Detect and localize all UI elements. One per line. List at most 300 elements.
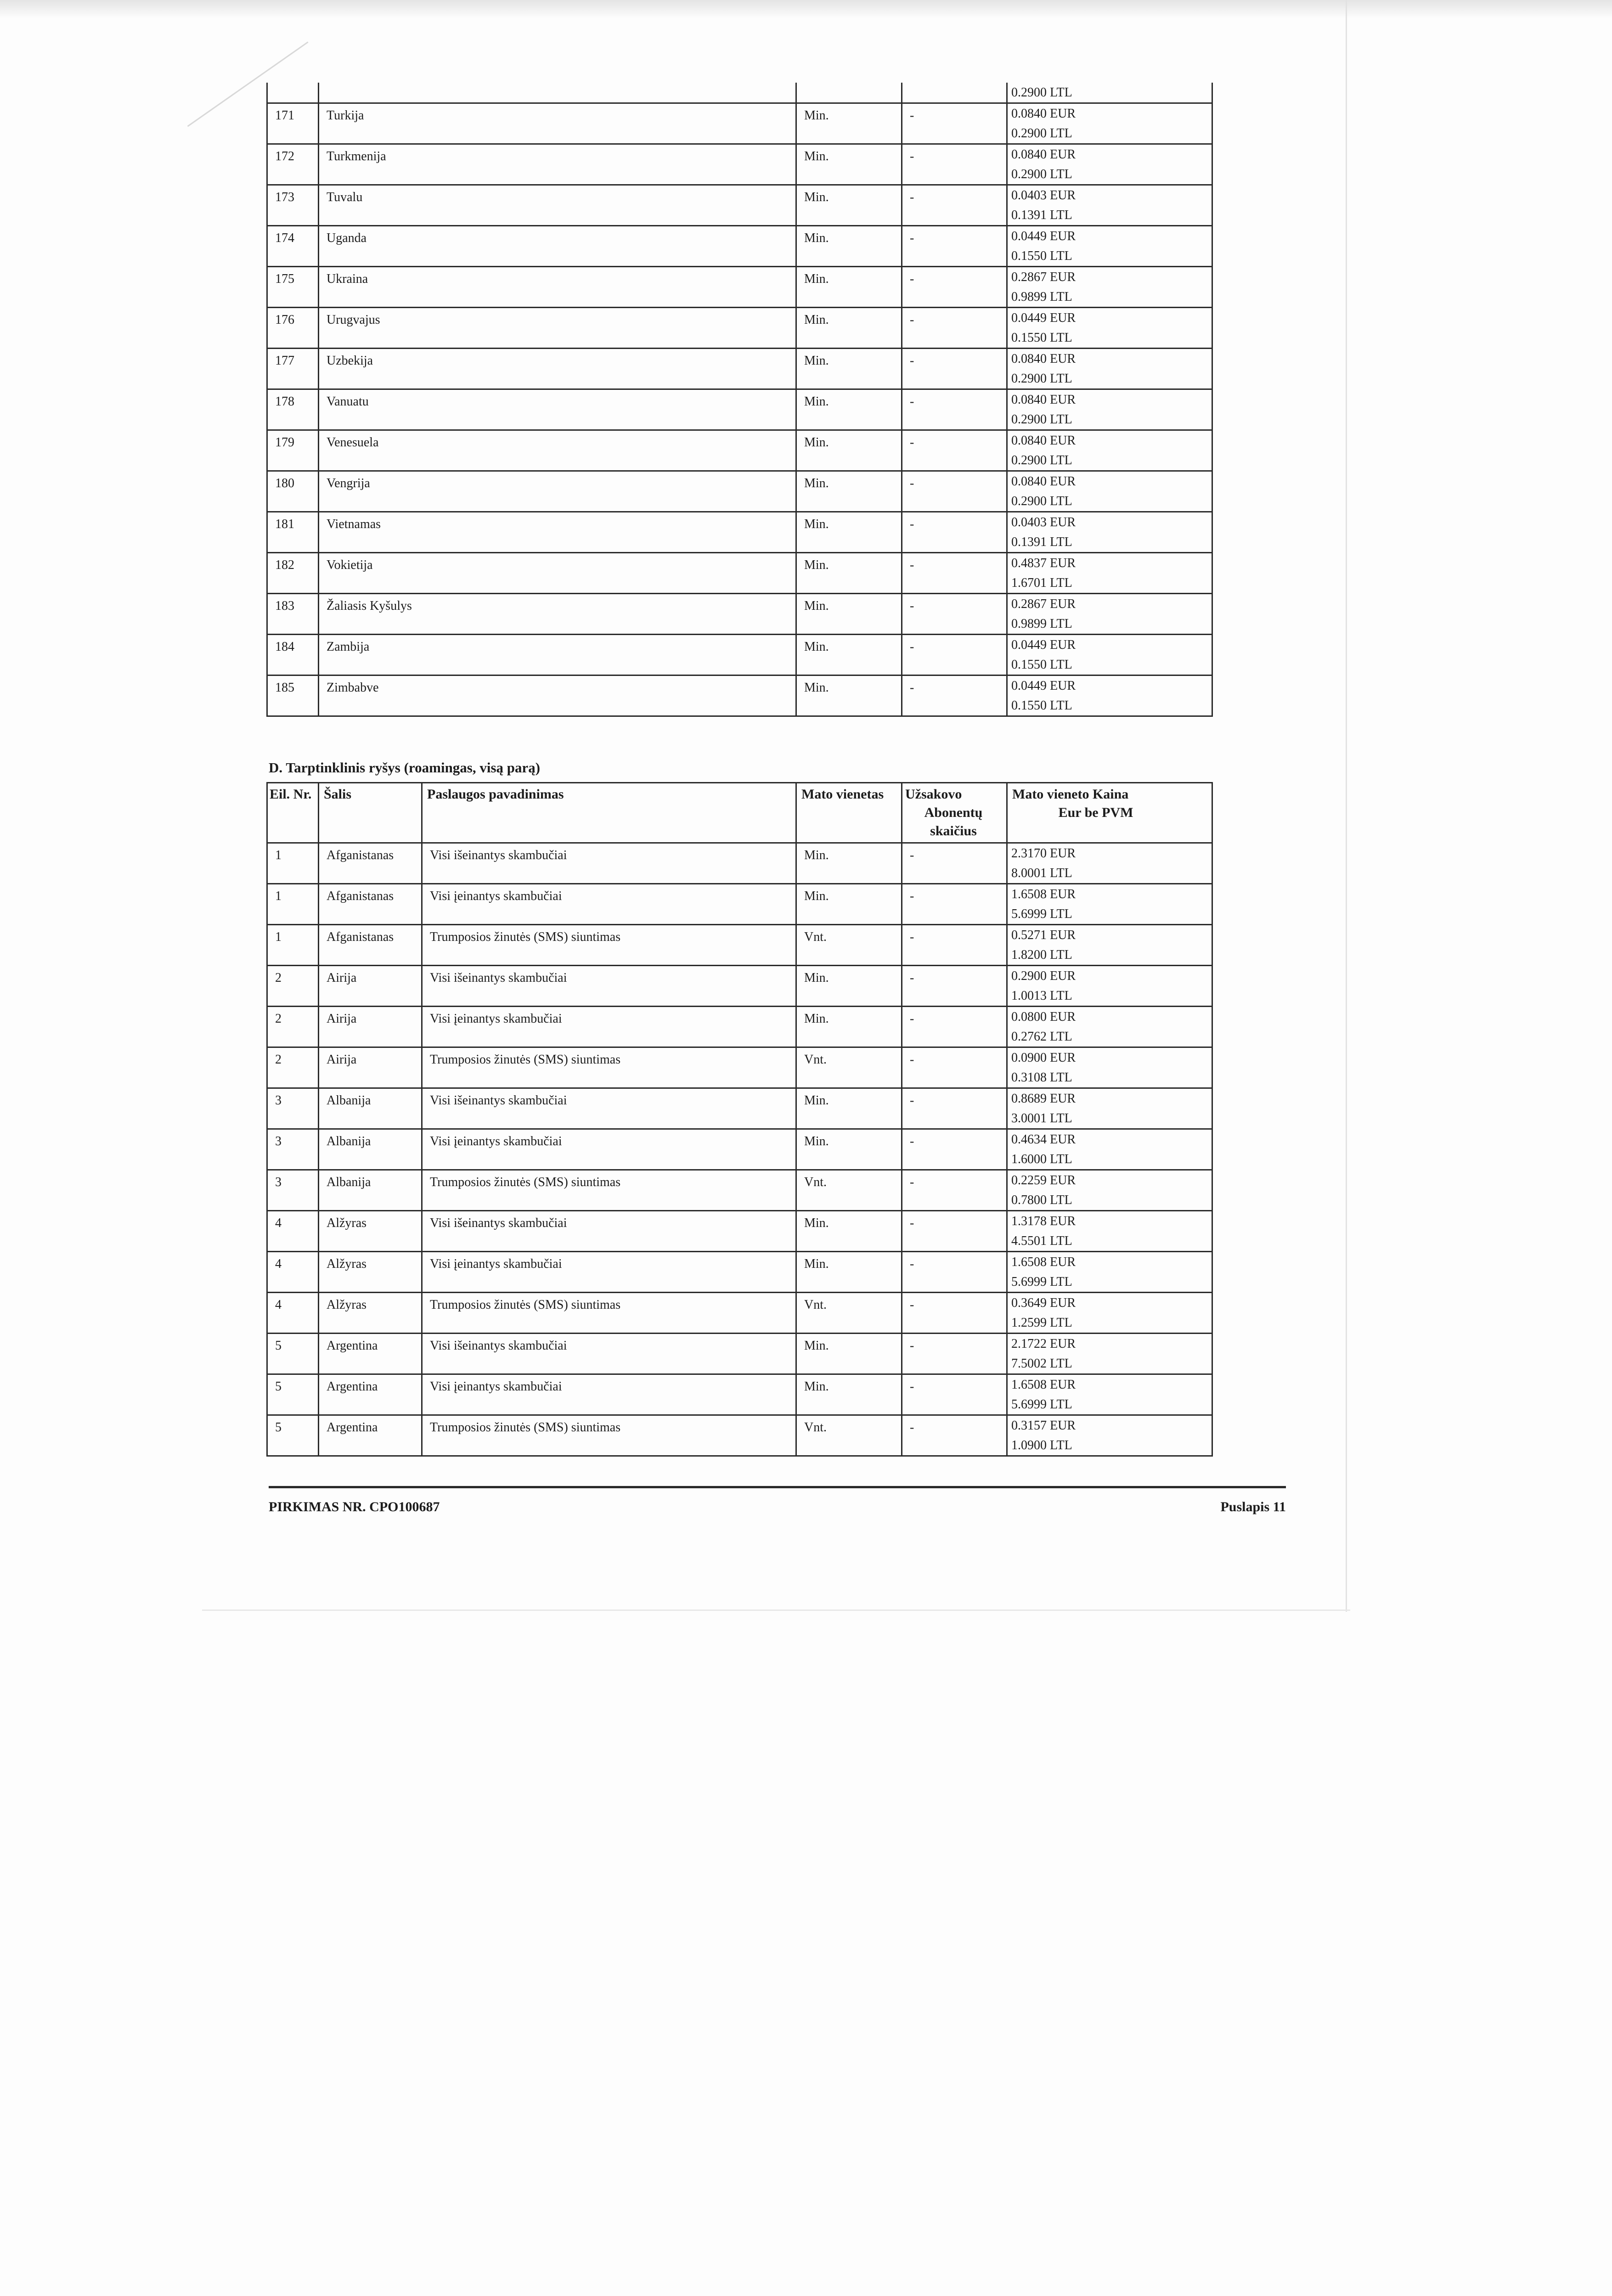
- cell-qty-text: -: [910, 599, 914, 613]
- cell-unit: [796, 843, 902, 884]
- cell-nr: [267, 925, 319, 966]
- roaming-price-table: [266, 782, 1213, 1457]
- cell-nr-text: 4: [275, 1216, 282, 1230]
- cell-unit-text: Min.: [804, 354, 829, 368]
- cell-service-text: Visi išeinantys skambučiai: [430, 971, 567, 985]
- cell-country-text: Afganistanas: [327, 848, 394, 862]
- cell-nr: [267, 1007, 319, 1047]
- cell-country-text: Žaliasis Kyšulys: [327, 599, 412, 613]
- cell-qty: [902, 349, 1007, 389]
- table-row: [267, 843, 1212, 884]
- cell-service: [422, 925, 796, 966]
- cell-qty: [902, 1211, 1007, 1252]
- table-row: [267, 308, 1212, 349]
- table-row: [267, 884, 1212, 925]
- table-row: [267, 349, 1212, 389]
- cell-country: [319, 349, 796, 389]
- cell-service: [422, 1374, 796, 1415]
- cell-country: [319, 1374, 422, 1415]
- cell-country: [319, 267, 796, 308]
- cell-unit-text: Min.: [804, 1379, 829, 1394]
- cell-service-text: Trumposios žinutės (SMS) siuntimas: [430, 1420, 621, 1435]
- cell-qty-text: -: [910, 1134, 914, 1148]
- cell-qty-text: -: [910, 1012, 914, 1026]
- cell-nr-text: 1: [275, 889, 282, 903]
- cell-country-text: Tuvalu: [327, 190, 363, 204]
- cell-unit: [796, 675, 902, 716]
- cell-country-text: Albanija: [327, 1175, 371, 1189]
- cell-price: [1007, 1415, 1212, 1456]
- cell-unit-text: Min.: [804, 517, 829, 531]
- cell-nr-text: 177: [275, 354, 294, 368]
- footer-procurement-number: PIRKIMAS NR. CPO100687: [269, 1499, 440, 1514]
- cell-price: [1007, 308, 1212, 349]
- table-row: [267, 594, 1212, 635]
- cell-nr-text: 5: [275, 1339, 282, 1353]
- cell-unit-text: Min.: [804, 435, 829, 450]
- price-eur: 0.0449 EUR: [1011, 229, 1076, 243]
- cell-qty: [902, 103, 1007, 144]
- cell-unit: [796, 185, 902, 226]
- price-ltl: 0.1550 LTL: [1011, 249, 1072, 263]
- cell-qty-text: -: [910, 190, 914, 204]
- cell-qty-text: -: [910, 394, 914, 409]
- cell-country: [319, 103, 796, 144]
- cell-country-text: Turkija: [327, 108, 364, 123]
- cell-unit-text: Min.: [804, 640, 829, 654]
- price-ltl: 1.8200 LTL: [1011, 948, 1072, 962]
- cell-nr-text: 4: [275, 1298, 282, 1312]
- price-ltl: 7.5002 LTL: [1011, 1356, 1072, 1371]
- cell-unit-text: Min.: [804, 190, 829, 204]
- cell-price: [1007, 185, 1212, 226]
- cell-unit: [796, 1211, 902, 1252]
- table-row: [267, 1170, 1212, 1211]
- price-eur: 0.2867 EUR: [1011, 597, 1076, 611]
- cell-qty: [902, 389, 1007, 430]
- cell-qty: [902, 594, 1007, 635]
- cell-qty: [902, 1415, 1007, 1456]
- price-ltl: 0.3108 LTL: [1011, 1070, 1072, 1085]
- header-nr: Eil. Nr.: [267, 783, 319, 843]
- header-qty-line2: Abonentų: [924, 805, 983, 820]
- cell-unit: [796, 83, 902, 103]
- cell-service-text: Visi įeinantys skambučiai: [430, 1257, 562, 1271]
- price-ltl: 1.0900 LTL: [1011, 1438, 1072, 1452]
- cell-nr: [267, 83, 319, 103]
- price-ltl: 0.1391 LTL: [1011, 208, 1072, 222]
- cell-qty-text: -: [910, 1420, 914, 1435]
- cell-qty: [902, 308, 1007, 349]
- cell-unit: [796, 308, 902, 349]
- cell-qty-text: -: [910, 476, 914, 490]
- cell-qty-text: -: [910, 354, 914, 368]
- cell-unit-text: Min.: [804, 971, 829, 985]
- cell-country: [319, 308, 796, 349]
- table-row: [267, 1293, 1212, 1334]
- table-row: [267, 226, 1212, 267]
- cell-qty-text: -: [910, 435, 914, 450]
- price-eur: 0.0840 EUR: [1011, 352, 1076, 366]
- cell-nr-text: 5: [275, 1420, 282, 1435]
- cell-service: [422, 1252, 796, 1293]
- cell-service-text: Visi įeinantys skambučiai: [430, 889, 562, 903]
- price-eur: 0.8689 EUR: [1011, 1092, 1076, 1106]
- cell-qty-text: -: [910, 681, 914, 695]
- cell-price: [1007, 1211, 1212, 1252]
- header-unit: Mato vienetas: [796, 783, 902, 843]
- header-price: [1007, 783, 1212, 843]
- cell-country-text: Airija: [327, 1012, 357, 1026]
- footer-rule: [269, 1486, 1286, 1488]
- cell-unit-text: Min.: [804, 889, 829, 903]
- scan-top-edge-shadow: [0, 0, 1612, 18]
- cell-nr: [267, 349, 319, 389]
- cell-price: [1007, 553, 1212, 594]
- cell-country-text: Airija: [327, 971, 357, 985]
- cell-country: [319, 83, 796, 103]
- cell-unit: [796, 226, 902, 267]
- cell-unit: [796, 103, 902, 144]
- table-header-row: [267, 783, 1212, 843]
- cell-unit-text: Min.: [804, 476, 829, 490]
- cell-qty: [902, 512, 1007, 553]
- cell-service-text: Visi išeinantys skambučiai: [430, 848, 567, 862]
- cell-service: [422, 1415, 796, 1456]
- cell-qty: [902, 471, 1007, 512]
- price-eur: 0.0840 EUR: [1011, 433, 1076, 448]
- cell-nr: [267, 103, 319, 144]
- price-eur: 0.0449 EUR: [1011, 638, 1076, 652]
- cell-nr-text: 172: [275, 149, 294, 163]
- cell-unit: [796, 1088, 902, 1129]
- price-eur: 0.0403 EUR: [1011, 515, 1076, 529]
- cell-qty: [902, 1252, 1007, 1293]
- cell-unit: [796, 1252, 902, 1293]
- cell-country: [319, 1170, 422, 1211]
- price-eur: 0.2867 EUR: [1011, 270, 1076, 284]
- cell-price: [1007, 884, 1212, 925]
- table-row: [267, 1374, 1212, 1415]
- header-country: Šalis: [319, 783, 422, 843]
- cell-price: [1007, 83, 1212, 103]
- cell-unit-text: Min.: [804, 1257, 829, 1271]
- cell-country: [319, 594, 796, 635]
- cell-service-text: Visi išeinantys skambučiai: [430, 1339, 567, 1353]
- cell-qty: [902, 1047, 1007, 1088]
- cell-unit-text: Min.: [804, 1216, 829, 1230]
- cell-price: [1007, 1047, 1212, 1088]
- cell-country: [319, 1047, 422, 1088]
- cell-country: [319, 966, 422, 1007]
- cell-unit-text: Min.: [804, 1093, 829, 1108]
- cell-unit-text: Min.: [804, 558, 829, 572]
- cell-country-text: Alžyras: [327, 1216, 367, 1230]
- cell-service: [422, 1293, 796, 1334]
- cell-unit-text: Min.: [804, 599, 829, 613]
- cell-price: [1007, 1129, 1212, 1170]
- cell-country: [319, 430, 796, 471]
- cell-price: [1007, 1252, 1212, 1293]
- cell-qty-text: -: [910, 149, 914, 163]
- cell-qty: [902, 185, 1007, 226]
- cell-service-text: Visi išeinantys skambučiai: [430, 1093, 567, 1108]
- price-ltl: 5.6999 LTL: [1011, 1275, 1072, 1289]
- cell-country-text: Vietnamas: [327, 517, 381, 531]
- table-row: [267, 144, 1212, 185]
- cell-country: [319, 1007, 422, 1047]
- cell-nr: [267, 308, 319, 349]
- scan-page-bottom-edge: [202, 1609, 1350, 1611]
- cell-unit-text: Vnt.: [804, 1420, 827, 1435]
- table-row: [267, 267, 1212, 308]
- cell-nr-text: 171: [275, 108, 294, 123]
- price-ltl: 5.6999 LTL: [1011, 1397, 1072, 1412]
- price-eur: 0.0840 EUR: [1011, 474, 1076, 489]
- cell-qty: [902, 675, 1007, 716]
- cell-unit-text: Min.: [804, 313, 829, 327]
- cell-unit-text: Min.: [804, 848, 829, 862]
- cell-qty: [902, 553, 1007, 594]
- cell-price: [1007, 471, 1212, 512]
- cell-qty: [902, 843, 1007, 884]
- cell-country: [319, 226, 796, 267]
- cell-nr: [267, 144, 319, 185]
- section-title: D. Tarptinklinis ryšys (roamingas, visą parą): [269, 760, 541, 776]
- cell-nr-text: 183: [275, 599, 294, 613]
- cell-qty-text: -: [910, 231, 914, 245]
- cell-price: [1007, 1293, 1212, 1334]
- cell-country-text: Argentina: [327, 1339, 378, 1353]
- cell-price: [1007, 349, 1212, 389]
- cell-nr-text: 1: [275, 848, 282, 862]
- cell-unit: [796, 1334, 902, 1374]
- cell-country: [319, 843, 422, 884]
- cell-price: [1007, 594, 1212, 635]
- price-ltl: 5.6999 LTL: [1011, 907, 1072, 921]
- cell-unit-text: Min.: [804, 1134, 829, 1148]
- cell-price: [1007, 144, 1212, 185]
- cell-unit: [796, 635, 902, 675]
- cell-price: [1007, 512, 1212, 553]
- price-eur: 0.4634 EUR: [1011, 1132, 1076, 1147]
- price-eur: 0.0840 EUR: [1011, 147, 1076, 162]
- cell-unit: [796, 1007, 902, 1047]
- cell-qty-text: -: [910, 930, 914, 944]
- cell-service: [422, 1088, 796, 1129]
- table-row: [267, 185, 1212, 226]
- cell-qty-text: -: [910, 272, 914, 286]
- cell-qty-text: -: [910, 1379, 914, 1394]
- cell-price: [1007, 675, 1212, 716]
- cell-qty: [902, 1170, 1007, 1211]
- table-row-continued: [267, 83, 1212, 103]
- cell-price: [1007, 1088, 1212, 1129]
- cell-unit: [796, 1047, 902, 1088]
- cell-country: [319, 925, 422, 966]
- continuation-price-table: [266, 83, 1213, 717]
- cell-qty: [902, 1374, 1007, 1415]
- cell-country-text: Ukraina: [327, 272, 368, 286]
- price-ltl: 0.2900 LTL: [1011, 412, 1072, 427]
- cell-price: [1007, 925, 1212, 966]
- cell-nr: [267, 1129, 319, 1170]
- cell-country-text: Argentina: [327, 1379, 378, 1394]
- cell-country: [319, 1293, 422, 1334]
- price-ltl: 0.1550 LTL: [1011, 658, 1072, 672]
- cell-qty-text: -: [910, 889, 914, 903]
- cell-service-text: Trumposios žinutės (SMS) siuntimas: [430, 1298, 621, 1312]
- price-eur: 1.3178 EUR: [1011, 1214, 1076, 1228]
- cell-unit: [796, 471, 902, 512]
- cell-nr: [267, 843, 319, 884]
- table-row: [267, 1129, 1212, 1170]
- table-row: [267, 635, 1212, 675]
- continuation-table-body: [267, 83, 1212, 716]
- cell-qty: [902, 430, 1007, 471]
- cell-qty-text: -: [910, 1052, 914, 1067]
- price-ltl: 0.2900 LTL: [1011, 494, 1072, 508]
- cell-nr: [267, 1334, 319, 1374]
- cell-price: [1007, 226, 1212, 267]
- cell-service: [422, 843, 796, 884]
- price-ltl: 0.2900 LTL: [1011, 126, 1072, 141]
- cell-qty: [902, 1334, 1007, 1374]
- cell-price: [1007, 1374, 1212, 1415]
- price-eur: 0.0900 EUR: [1011, 1051, 1076, 1065]
- cell-unit: [796, 1293, 902, 1334]
- price-eur: 1.6508 EUR: [1011, 1378, 1076, 1392]
- cell-service: [422, 1170, 796, 1211]
- price-eur: 1.6508 EUR: [1011, 887, 1076, 901]
- cell-nr-text: 2: [275, 1052, 282, 1067]
- cell-nr: [267, 635, 319, 675]
- cell-country-text: Albanija: [327, 1134, 371, 1148]
- cell-country-text: Zimbabve: [327, 681, 379, 695]
- header-qty-line1: Užsakovo: [905, 787, 962, 802]
- cell-nr: [267, 471, 319, 512]
- cell-unit-text: Min.: [804, 1012, 829, 1026]
- cell-service-text: Trumposios žinutės (SMS) siuntimas: [430, 930, 621, 944]
- cell-country-text: Alžyras: [327, 1298, 367, 1312]
- cell-qty-text: -: [910, 313, 914, 327]
- table-row: [267, 430, 1212, 471]
- table-row: [267, 103, 1212, 144]
- cell-unit: [796, 553, 902, 594]
- cell-qty: [902, 925, 1007, 966]
- cell-nr: [267, 430, 319, 471]
- table-row: [267, 1252, 1212, 1293]
- cell-country: [319, 1211, 422, 1252]
- price-ltl: 0.1550 LTL: [1011, 331, 1072, 345]
- cell-unit: [796, 1374, 902, 1415]
- cell-service: [422, 966, 796, 1007]
- table-row: [267, 675, 1212, 716]
- price-ltl: 0.1391 LTL: [1011, 535, 1072, 549]
- cell-nr: [267, 594, 319, 635]
- cell-nr-text: 185: [275, 681, 294, 695]
- price-eur: 1.6508 EUR: [1011, 1255, 1076, 1269]
- cell-nr: [267, 884, 319, 925]
- cell-nr: [267, 1211, 319, 1252]
- cell-unit: [796, 512, 902, 553]
- cell-qty-text: -: [910, 1175, 914, 1189]
- cell-country-text: Uganda: [327, 231, 367, 245]
- cell-qty-text: -: [910, 108, 914, 123]
- header-price-line2: Eur be PVM: [1058, 805, 1133, 820]
- cell-unit-text: Min.: [804, 1339, 829, 1353]
- cell-price: [1007, 1334, 1212, 1374]
- cell-nr: [267, 512, 319, 553]
- cell-nr-text: 4: [275, 1257, 282, 1271]
- cell-nr-text: 3: [275, 1134, 282, 1148]
- cell-price: [1007, 389, 1212, 430]
- cell-nr: [267, 1293, 319, 1334]
- cell-service: [422, 1047, 796, 1088]
- cell-nr: [267, 1252, 319, 1293]
- cell-country-text: Argentina: [327, 1420, 378, 1435]
- price-ltl: 3.0001 LTL: [1011, 1111, 1072, 1125]
- cell-country-text: Afganistanas: [327, 889, 394, 903]
- cell-qty: [902, 1007, 1007, 1047]
- cell-nr-text: 178: [275, 394, 294, 409]
- price-ltl: 0.2900 LTL: [1011, 371, 1072, 386]
- cell-nr: [267, 226, 319, 267]
- cell-country: [319, 185, 796, 226]
- price-eur: 2.1722 EUR: [1011, 1337, 1076, 1351]
- cell-country: [319, 512, 796, 553]
- footer-page-number: Puslapis 11: [1220, 1499, 1286, 1514]
- table-row: [267, 512, 1212, 553]
- cell-unit: [796, 430, 902, 471]
- cell-qty: [902, 267, 1007, 308]
- cell-country-text: Uzbekija: [327, 354, 373, 368]
- table-row: [267, 1334, 1212, 1374]
- cell-country: [319, 1088, 422, 1129]
- table-row: [267, 1211, 1212, 1252]
- table-row: [267, 925, 1212, 966]
- cell-nr-text: 182: [275, 558, 294, 572]
- table-row: [267, 1047, 1212, 1088]
- price-eur: 0.3157 EUR: [1011, 1418, 1076, 1433]
- cell-price: [1007, 267, 1212, 308]
- cell-unit-text: Min.: [804, 394, 829, 409]
- price-eur: 0.3649 EUR: [1011, 1296, 1076, 1310]
- cell-nr: [267, 1047, 319, 1088]
- cell-service-text: Visi išeinantys skambučiai: [430, 1216, 567, 1230]
- cell-unit-text: Vnt.: [804, 1175, 827, 1189]
- cell-country-text: Turkmenija: [327, 149, 386, 163]
- cell-nr: [267, 1170, 319, 1211]
- price-ltl: 8.0001 LTL: [1011, 866, 1072, 880]
- price-ltl: 1.0013 LTL: [1011, 989, 1072, 1003]
- cell-service: [422, 1211, 796, 1252]
- price-eur: 2.3170 EUR: [1011, 846, 1076, 861]
- price-eur: 0.0840 EUR: [1011, 393, 1076, 407]
- cell-unit: [796, 389, 902, 430]
- cell-country-text: Vanuatu: [327, 394, 369, 409]
- price-eur: 0.2900 EUR: [1011, 969, 1076, 983]
- table-row: [267, 1415, 1212, 1456]
- cell-country-text: Airija: [327, 1052, 357, 1067]
- cell-country-text: Venesuela: [327, 435, 379, 450]
- cell-nr: [267, 185, 319, 226]
- price-ltl: 0.9899 LTL: [1011, 617, 1072, 631]
- cell-nr: [267, 267, 319, 308]
- cell-nr-text: 176: [275, 313, 294, 327]
- price-ltl: 0.7800 LTL: [1011, 1193, 1072, 1207]
- cell-unit-text: Min.: [804, 231, 829, 245]
